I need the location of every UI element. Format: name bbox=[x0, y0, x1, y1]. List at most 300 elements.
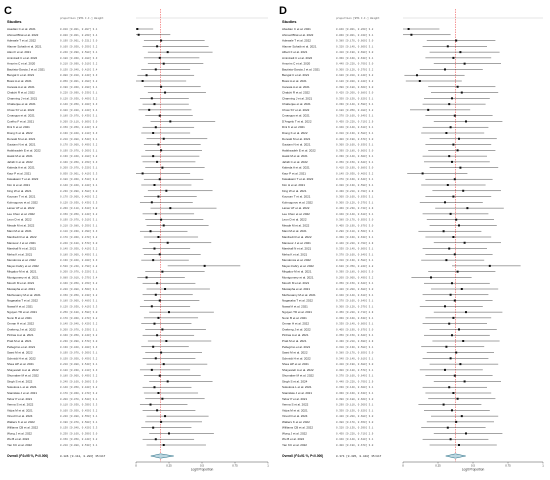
study-row bbox=[7, 287, 210, 291]
study-name: Walters K et al. 2022 bbox=[282, 419, 310, 424]
study-estimate-marker bbox=[465, 432, 467, 434]
study-row bbox=[282, 102, 486, 106]
study-row bbox=[282, 212, 488, 216]
study-stat: 0.180 [0.050, 0.480] 3.2 bbox=[336, 108, 374, 112]
stats-header: proportion [95% C.I.] Weight bbox=[336, 17, 380, 20]
panel-label: C bbox=[4, 5, 12, 17]
study-stat: 0.120 [0.030, 0.410] 3.3 bbox=[60, 305, 98, 309]
study-estimate-marker bbox=[422, 172, 424, 174]
study-name: Leon D et al. 2022 bbox=[282, 217, 307, 222]
study-row bbox=[7, 67, 190, 71]
study-estimate-marker bbox=[455, 40, 457, 42]
study-estimate-marker bbox=[155, 357, 157, 359]
study-stat: 0.190 [0.060, 0.490] 3.1 bbox=[60, 85, 98, 89]
study-stat: 0.120 [0.020, 0.420] 3.2 bbox=[336, 80, 374, 83]
study-row bbox=[282, 333, 490, 337]
study-stat: 0.200 [0.070, 0.520] 3.1 bbox=[60, 397, 98, 401]
study-name: Muthusamy M et al. 2021 bbox=[7, 292, 41, 297]
study-stat: 0.210 [0.080, 0.540] 3.1 bbox=[60, 363, 98, 367]
study-row bbox=[7, 281, 195, 285]
study-stat: 0.330 [0.140, 0.600] 3.1 bbox=[336, 386, 374, 390]
study-row bbox=[282, 137, 497, 141]
study-estimate-marker bbox=[161, 328, 163, 330]
study-estimate-marker bbox=[161, 167, 163, 169]
study-name: Bossi A et al. 2021 bbox=[282, 79, 307, 83]
study-name: Mansour J et al. 2021 bbox=[282, 240, 311, 245]
study-stat: 0.330 [0.140, 0.600] 3.1 bbox=[336, 247, 374, 251]
study-stat: 0.360 [0.160, 0.630] 3.1 bbox=[336, 56, 374, 60]
study-name: Lainer AT et al. 2022 bbox=[7, 206, 35, 211]
study-row bbox=[282, 426, 486, 430]
study-row bbox=[282, 316, 491, 320]
study-row bbox=[7, 420, 202, 424]
study-row bbox=[282, 362, 498, 366]
study-row bbox=[282, 148, 495, 152]
study-row bbox=[282, 310, 502, 314]
study-row bbox=[7, 264, 240, 268]
study-estimate-marker bbox=[160, 421, 162, 423]
study-name: Gautam N et al. 2021 bbox=[282, 142, 311, 147]
study-estimate-marker bbox=[466, 207, 468, 209]
study-name: Meha K et al. 2021 bbox=[7, 252, 33, 257]
study-stat: 0.460 [0.230, 0.720] 2.9 bbox=[336, 207, 374, 211]
study-stat: 0.620 [0.350, 0.840] 2.8 bbox=[336, 264, 374, 268]
study-name: Abedian C et al. 2021 bbox=[282, 27, 311, 31]
study-estimate-marker bbox=[447, 184, 449, 186]
study-row bbox=[7, 223, 209, 227]
study-estimate-marker bbox=[465, 120, 467, 122]
study-estimate-marker bbox=[450, 294, 452, 296]
study-name: Schmidt H et al. 2022 bbox=[7, 356, 36, 361]
study-estimate-marker bbox=[150, 404, 152, 406]
study-name: Doreski M et al. 2021 bbox=[7, 136, 36, 141]
study-row bbox=[7, 125, 194, 129]
study-row bbox=[282, 96, 490, 100]
study-name: Bengal C et al. 2021 bbox=[282, 73, 310, 78]
study-estimate-marker bbox=[465, 311, 467, 313]
study-stat: 0.410 [0.190, 0.680] 3.0 bbox=[336, 166, 374, 170]
study-row bbox=[282, 391, 491, 395]
study-row bbox=[282, 166, 498, 170]
study-estimate-marker bbox=[450, 126, 452, 128]
study-row bbox=[7, 345, 189, 349]
study-name: Mustapha et al. 2021 bbox=[282, 287, 311, 291]
study-estimate-marker bbox=[448, 248, 450, 250]
study-name: Jahidi C et al. 2022 bbox=[282, 159, 308, 164]
study-estimate-marker bbox=[163, 63, 165, 65]
study-name: Meha K et al. 2021 bbox=[282, 252, 308, 257]
study-estimate-marker bbox=[161, 398, 163, 400]
study-stat: 0.420 [0.200, 0.680] 3.0 bbox=[336, 288, 374, 291]
study-row bbox=[282, 223, 497, 227]
study-name: Chow SY et al. 2022 bbox=[7, 107, 35, 112]
forest-panel-c bbox=[4, 5, 269, 472]
study-name: Yan KC et al. 2022 bbox=[7, 443, 32, 447]
study-estimate-marker bbox=[458, 444, 460, 446]
study-name: Alavi F et al. 2021 bbox=[7, 50, 32, 55]
study-estimate-marker bbox=[160, 40, 162, 42]
study-estimate-marker bbox=[167, 242, 169, 244]
study-estimate-marker bbox=[454, 253, 456, 255]
study-row bbox=[282, 39, 495, 43]
study-stat: 0.130 [0.040, 0.410] 3.3 bbox=[60, 132, 98, 135]
study-stat: 0.120 [0.030, 0.410] 3.3 bbox=[60, 368, 98, 372]
study-estimate-marker bbox=[452, 317, 454, 319]
study-stat: 0.180 [0.070, 0.430] 3.1 bbox=[60, 114, 98, 118]
study-name: Alamer Sohaib et al. 2021 bbox=[282, 44, 317, 49]
study-name: Vinod D et al. 2024 bbox=[282, 414, 308, 419]
study-stat: 0.120 [0.030, 0.400] 3.2 bbox=[60, 97, 98, 101]
study-estimate-marker bbox=[204, 265, 206, 267]
study-stat: 0.390 [0.180, 0.660] 3.0 bbox=[336, 85, 374, 89]
study-row bbox=[282, 327, 497, 331]
study-stat: 0.520 [0.240, 0.790] 2.8 bbox=[60, 264, 98, 268]
study-row bbox=[282, 235, 491, 239]
study-stat: 0.060 [0.001, 0.340] 3.1 bbox=[336, 33, 374, 37]
study-name: Oseberg J et al. 2022 bbox=[282, 327, 311, 332]
study-stat: 0.180 [0.060, 0.480] 3.3 bbox=[60, 56, 98, 60]
study-stat: 0.260 [0.110, 0.600] 3.0 bbox=[60, 120, 98, 124]
study-name: Alamer Sohaib et al. 2021 bbox=[7, 44, 42, 49]
study-estimate-marker bbox=[153, 103, 155, 105]
study-row bbox=[7, 385, 191, 389]
study-name: Sokolova L et al. 2021 bbox=[282, 385, 312, 390]
study-row bbox=[282, 287, 498, 291]
study-row bbox=[282, 85, 495, 89]
study-estimate-marker bbox=[164, 415, 166, 417]
study-row bbox=[7, 96, 189, 100]
study-name: Kolmogorov et al. 2022 bbox=[282, 200, 313, 205]
study-row bbox=[7, 212, 194, 216]
study-name: Dini K et al. 2021 bbox=[7, 125, 30, 130]
study-row bbox=[7, 39, 205, 43]
study-stat: 0.240 [0.100, 0.580] 3.0 bbox=[60, 380, 98, 384]
study-estimate-marker bbox=[443, 404, 445, 406]
study-estimate-marker bbox=[416, 74, 418, 76]
study-name: Bautista-Garcia J et al. 2021 bbox=[282, 67, 320, 72]
overall-diamond bbox=[151, 454, 174, 458]
study-row bbox=[7, 299, 199, 303]
study-name: Adewale T et al. 2022 bbox=[7, 38, 36, 43]
study-estimate-marker bbox=[159, 375, 161, 377]
study-name: Pellegrino et al. 2021 bbox=[7, 344, 36, 349]
study-row bbox=[7, 397, 205, 401]
study-row bbox=[7, 154, 199, 158]
study-estimate-marker bbox=[462, 190, 464, 192]
study-estimate-marker bbox=[156, 282, 158, 284]
study-stat: 0.140 [0.040, 0.420] 3.2 bbox=[60, 322, 98, 326]
x-tick-label: 0 bbox=[402, 463, 404, 468]
study-stat: 0.240 [0.100, 0.570] 3.0 bbox=[60, 241, 98, 245]
study-row bbox=[282, 293, 488, 297]
study-estimate-marker bbox=[152, 259, 154, 261]
study-row bbox=[7, 247, 190, 251]
overall-label: Overall (I^2=91 %, P<0.000) bbox=[282, 454, 324, 458]
study-name: Lee Chen et al. 2022 bbox=[282, 211, 310, 216]
study-estimate-marker bbox=[458, 138, 460, 140]
study-estimate-marker bbox=[461, 415, 463, 417]
study-estimate-marker bbox=[159, 300, 161, 302]
study-stat: 0.380 [0.170, 0.650] 3.0 bbox=[336, 420, 374, 424]
study-name: Meade M et al. 2022 bbox=[282, 223, 310, 228]
study-estimate-marker bbox=[156, 334, 158, 336]
study-estimate-marker bbox=[161, 271, 163, 273]
study-name: Chalchi R et al. 2022 bbox=[7, 90, 35, 95]
study-estimate-marker bbox=[163, 363, 165, 365]
study-name: Chalchi R et al. 2022 bbox=[282, 90, 310, 95]
study-stat: 0.170 [0.060, 0.470] 3.2 bbox=[60, 316, 98, 320]
study-estimate-marker bbox=[153, 323, 155, 325]
study-estimate-marker bbox=[447, 45, 449, 47]
x-axis-label: Logit Proportion bbox=[190, 467, 214, 472]
study-estimate-marker bbox=[163, 138, 165, 140]
study-stat: 0.230 [0.090, 0.580] 3.0 bbox=[60, 189, 98, 193]
study-stat: 0.140 [0.040, 0.420] 3.1 bbox=[60, 184, 98, 187]
study-estimate-marker bbox=[151, 97, 153, 99]
study-name: Lee Chen et al. 2022 bbox=[7, 211, 35, 216]
study-row bbox=[7, 374, 201, 378]
study-row bbox=[282, 252, 493, 256]
study-row bbox=[282, 27, 439, 31]
study-row bbox=[282, 414, 498, 418]
study-stat: 0.190 [0.070, 0.500] 3.1 bbox=[60, 351, 98, 355]
study-name: Doreski M et al. 2021 bbox=[282, 136, 311, 141]
study-stat: 0.140 [0.030, 0.460] 3.2 bbox=[336, 172, 374, 176]
study-row bbox=[282, 131, 484, 135]
study-name: Marshall N et al. 2021 bbox=[7, 246, 37, 251]
study-name: Meyer-Fabry et al. 2022 bbox=[282, 263, 314, 268]
study-estimate-marker bbox=[160, 352, 162, 354]
study-estimate-marker bbox=[136, 28, 138, 30]
study-estimate-marker bbox=[457, 149, 459, 151]
study-name: Kawakami T et al. 2022 bbox=[7, 177, 39, 182]
study-estimate-marker bbox=[450, 438, 452, 440]
study-row bbox=[282, 403, 481, 407]
study-row bbox=[7, 177, 203, 181]
study-estimate-marker bbox=[444, 68, 446, 70]
study-estimate-marker bbox=[459, 363, 461, 365]
study-stat: 0.240 [0.090, 0.580] 3.1 bbox=[60, 51, 98, 55]
study-name: Walters K et al. 2022 bbox=[7, 419, 35, 424]
study-estimate-marker bbox=[452, 196, 454, 198]
study-name: Jahidi C et al. 2022 bbox=[7, 159, 33, 164]
study-row bbox=[7, 195, 197, 199]
study-estimate-marker bbox=[152, 346, 154, 348]
study-name: Omran H et al. 2022 bbox=[282, 321, 310, 326]
study-estimate-marker bbox=[448, 386, 450, 388]
study-name: Kolmogorov et al. 2022 bbox=[7, 200, 38, 205]
study-row bbox=[7, 79, 186, 83]
study-estimate-marker bbox=[165, 340, 167, 342]
study-name: Sassi M et al. 2022 bbox=[282, 350, 308, 355]
study-name: Ahmad Bhat et al. 2022 bbox=[282, 32, 314, 37]
study-estimate-marker bbox=[464, 380, 466, 382]
study-estimate-marker bbox=[151, 305, 153, 307]
study-estimate-marker bbox=[168, 432, 170, 434]
x-tick-label: 0.5 bbox=[471, 463, 475, 468]
study-row bbox=[282, 431, 502, 435]
study-row bbox=[7, 119, 215, 123]
x-tick-label: 0.75 bbox=[232, 463, 238, 468]
study-row bbox=[282, 397, 495, 401]
study-row bbox=[282, 229, 481, 233]
study-stat: 0.130 [0.040, 0.400] 3.3 bbox=[60, 345, 98, 349]
x-tick-label: 0 bbox=[135, 463, 137, 468]
study-row bbox=[7, 368, 190, 372]
study-stat: 0.130 [0.040, 0.420] 3.3 bbox=[60, 426, 98, 430]
study-row bbox=[282, 247, 487, 251]
study-name: Nguyen TD et al. 2021 bbox=[7, 310, 37, 315]
study-name: Marshall N et al. 2021 bbox=[282, 246, 312, 251]
study-estimate-marker bbox=[451, 97, 453, 99]
study-row bbox=[282, 339, 500, 343]
study-estimate-marker bbox=[408, 28, 410, 30]
study-stat: 0.340 [0.140, 0.610] 3.1 bbox=[336, 126, 374, 130]
study-stat: 0.450 [0.220, 0.710] 2.9 bbox=[336, 311, 374, 315]
study-row bbox=[7, 148, 202, 152]
study-stat: 0.320 [0.130, 0.590] 3.1 bbox=[336, 184, 374, 187]
study-row bbox=[7, 379, 213, 383]
study-name: Shayesteh A et al. 2022 bbox=[7, 367, 39, 372]
study-stat: 0.370 [0.160, 0.640] 3.1 bbox=[336, 253, 374, 257]
study-stat: 0.020 [0.001, 0.260] 3.4 bbox=[60, 33, 98, 37]
study-estimate-marker bbox=[151, 201, 153, 203]
study-name: Aminzadi C et al. 2022 bbox=[282, 55, 313, 60]
study-row bbox=[7, 218, 203, 222]
study-row bbox=[7, 73, 194, 77]
study-row bbox=[7, 137, 207, 141]
study-name: Mirgalov M et al. 2021 bbox=[7, 269, 37, 274]
study-row bbox=[7, 408, 195, 412]
study-estimate-marker bbox=[151, 369, 153, 371]
study-estimate-marker bbox=[454, 300, 456, 302]
study-stat: 0.300 [0.120, 0.570] 3.1 bbox=[336, 368, 374, 372]
study-name: Charming J et al. 2021 bbox=[7, 96, 38, 101]
study-name: Adewale T et al. 2022 bbox=[282, 38, 311, 43]
study-stat: 0.400 [0.190, 0.670] 3.0 bbox=[336, 328, 374, 332]
study-estimate-marker bbox=[156, 161, 158, 163]
study-stat: 0.260 [0.110, 0.610] 3.0 bbox=[60, 207, 98, 211]
study-estimate-marker bbox=[159, 178, 161, 180]
study-name: Meade M et al. 2022 bbox=[7, 223, 35, 228]
study-estimate-marker bbox=[458, 224, 460, 226]
study-row bbox=[282, 62, 501, 66]
study-stat: 0.250 [0.100, 0.590] 3.0 bbox=[60, 311, 98, 315]
study-estimate-marker bbox=[155, 126, 157, 128]
study-row bbox=[282, 379, 501, 383]
study-stat: 0.190 [0.070, 0.500] 3.1 bbox=[60, 149, 98, 153]
study-stat: 0.360 [0.160, 0.630] 3.1 bbox=[336, 392, 374, 395]
study-stat: 0.150 [0.050, 0.440] 3.2 bbox=[60, 438, 98, 442]
study-name: Mustapha et al. 2021 bbox=[7, 287, 36, 291]
study-name: Bautista-Garcia J et al. 2021 bbox=[7, 67, 45, 72]
study-row bbox=[7, 414, 209, 418]
study-name: Meyer-Fabry et al. 2022 bbox=[7, 263, 39, 268]
study-name: Shea HP et al. 2021 bbox=[282, 362, 309, 367]
study-name: Kim H et al. 2021 bbox=[7, 183, 31, 187]
study-name: Nagasaka T et al. 2022 bbox=[282, 298, 313, 303]
study-row bbox=[7, 85, 201, 89]
study-name: Mendonca et al. 2022 bbox=[7, 258, 36, 263]
x-tick-label: 0.5 bbox=[200, 463, 204, 468]
study-row bbox=[7, 108, 191, 112]
study-stat: 0.200 [0.070, 0.530] 3.1 bbox=[60, 328, 98, 332]
study-stat: 0.360 [0.160, 0.630] 3.1 bbox=[336, 236, 374, 239]
study-stat: 0.340 [0.140, 0.610] 3.1 bbox=[336, 357, 374, 361]
study-row bbox=[282, 345, 484, 349]
study-estimate-marker bbox=[163, 224, 165, 226]
study-stat: 0.450 [0.220, 0.710] 2.9 bbox=[336, 432, 374, 436]
study-estimate-marker bbox=[454, 115, 456, 117]
study-stat: 0.160 [0.050, 0.450] 3.3 bbox=[60, 160, 98, 164]
study-row bbox=[7, 310, 214, 314]
study-name: Muthusamy M et al. 2021 bbox=[282, 292, 316, 297]
study-row bbox=[282, 264, 521, 268]
study-stat: 0.390 [0.180, 0.660] 3.0 bbox=[336, 149, 374, 153]
study-estimate-marker bbox=[451, 334, 453, 336]
study-stat: 0.410 [0.190, 0.680] 3.0 bbox=[336, 363, 374, 367]
study-name: Hasik M et al. 2021 bbox=[282, 154, 308, 159]
study-estimate-marker bbox=[142, 172, 144, 174]
study-name: Shumaker M et al. 2022 bbox=[282, 373, 314, 378]
study-stat: 0.210 [0.090, 0.510] 3.2 bbox=[60, 62, 98, 66]
study-stat: 0.360 [0.160, 0.630] 3.1 bbox=[336, 195, 374, 199]
study-row bbox=[282, 171, 467, 175]
study-row bbox=[282, 270, 495, 274]
study-name: Cmangus et al. 2021 bbox=[7, 113, 35, 118]
study-name: Wu B et al. 2022 bbox=[282, 437, 305, 442]
study-stat: 0.200 [0.070, 0.520] 3.1 bbox=[60, 270, 98, 274]
study-estimate-marker bbox=[156, 45, 158, 47]
study-name: Shea HP et al. 2021 bbox=[7, 362, 34, 367]
study-name: Kabeda A et al. 2021 bbox=[7, 165, 35, 170]
study-stat: 0.360 [0.160, 0.630] 3.1 bbox=[336, 316, 374, 320]
study-row bbox=[282, 356, 488, 360]
study-name: Caresia A et al. 2021 bbox=[282, 84, 310, 89]
study-name: Cmangus et al. 2021 bbox=[282, 113, 310, 118]
study-estimate-marker bbox=[454, 178, 456, 180]
study-estimate-marker bbox=[461, 92, 463, 94]
study-stat: 0.400 [0.190, 0.670] 3.0 bbox=[336, 224, 374, 228]
study-name: Kaur P et al. 2021 bbox=[7, 171, 31, 176]
study-row bbox=[7, 443, 206, 447]
study-name: Diong K et al. 2022 bbox=[282, 131, 308, 135]
study-estimate-marker bbox=[156, 409, 158, 411]
study-row bbox=[7, 50, 213, 54]
study-row bbox=[282, 56, 491, 60]
x-tick-label: 1 bbox=[267, 463, 269, 468]
study-name: Montgomery et al. 2021 bbox=[282, 275, 314, 280]
study-name: Chatterjee et al. 2021 bbox=[7, 102, 36, 107]
study-estimate-marker bbox=[169, 207, 171, 209]
study-row bbox=[282, 275, 472, 279]
study-row bbox=[7, 171, 190, 175]
study-row bbox=[282, 143, 491, 147]
study-name: Kawakami T et al. 2022 bbox=[282, 177, 314, 182]
study-stat: 0.380 [0.170, 0.650] 3.0 bbox=[336, 351, 374, 355]
study-stat: 0.390 [0.180, 0.660] 3.0 bbox=[336, 270, 374, 274]
study-row bbox=[282, 119, 502, 123]
study-stat: 0.190 [0.070, 0.510] 3.1 bbox=[60, 218, 98, 222]
study-estimate-marker bbox=[164, 288, 166, 290]
study-name: King W et al. 2021 bbox=[282, 188, 307, 193]
study-stat: 0.430 [0.210, 0.690] 2.9 bbox=[336, 340, 374, 343]
study-name: Tabor P et al. 2021 bbox=[282, 396, 308, 401]
study-row bbox=[282, 125, 488, 129]
study-estimate-marker bbox=[146, 74, 148, 76]
study-name: Pinhas A et al. 2021 bbox=[7, 333, 34, 338]
study-stat: 0.190 [0.061, 0.521] 3.0 bbox=[60, 39, 98, 43]
